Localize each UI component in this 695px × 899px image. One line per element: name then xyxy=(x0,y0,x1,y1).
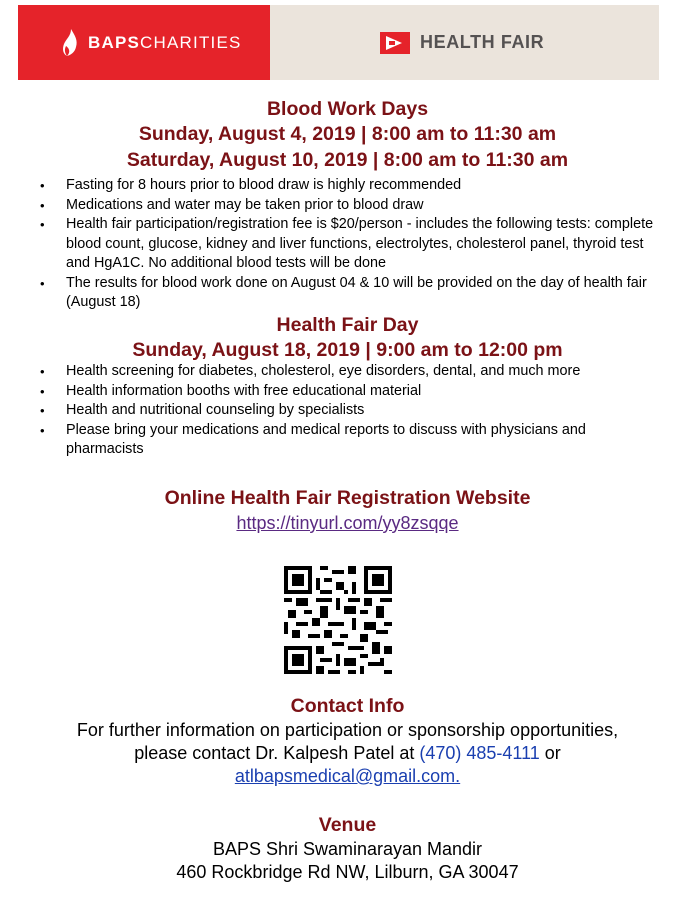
contact-title: Contact Info xyxy=(290,695,405,717)
list-item: • The results for blood work done on August 04 & 10 will be provided on the day of health fair (August 18) xyxy=(40,274,660,313)
qr-code-icon[interactable] xyxy=(284,566,392,674)
venue-title: Venue xyxy=(318,814,377,836)
contact-line-2 xyxy=(0,743,695,764)
baps-charities-logo xyxy=(18,5,270,80)
list-item: • Health information booths with free educational material xyxy=(40,382,660,402)
email-link[interactable]: atlbapsmedical@gmail.com. xyxy=(234,766,461,786)
brand-charities: CHARITIES xyxy=(140,32,242,52)
phone-number[interactable]: (470) 485-4111 xyxy=(419,743,540,763)
blood-work-date-2: Saturday, August 10, 2019 | 8:00 am to 11:30 am xyxy=(126,149,569,171)
blood-work-date-1: Sunday, August 4, 2019 | 8:00 am to 11:30 am xyxy=(138,123,557,145)
list-item: • Health screening for diabetes, cholesterol, eye disorders, dental, and much more xyxy=(40,362,660,382)
blood-work-list xyxy=(40,176,660,313)
list-item: • Medications and water may be taken prior to blood draw xyxy=(40,196,660,216)
list-item: • Please bring your medications and medical reports to discuss with physicians and pharmacists xyxy=(40,421,660,460)
health-fair-day-title: Health Fair Day xyxy=(276,314,419,336)
contact-suffix: or xyxy=(539,743,561,763)
header-banner xyxy=(18,5,659,80)
flag-icon xyxy=(380,32,410,54)
venue-name: BAPS Shri Swaminarayan Mandir xyxy=(212,839,483,859)
contact-prefix: please contact Dr. Kalpesh Patel at xyxy=(134,743,420,763)
health-fair-title: HEALTH FAIR xyxy=(420,32,545,52)
registration-title: Online Health Fair Registration Website xyxy=(164,487,531,509)
health-fair-list xyxy=(40,362,660,460)
list-item: • Health and nutritional counseling by specialists xyxy=(40,401,660,421)
health-fair-date: Sunday, August 18, 2019 | 9:00 am to 12:00 pm xyxy=(132,339,563,361)
blood-work-title: Blood Work Days xyxy=(266,98,429,120)
registration-link[interactable]: https://tinyurl.com/yy8zsqqe xyxy=(236,513,459,533)
list-item: • Fasting for 8 hours prior to blood draw is highly recommended xyxy=(40,176,660,196)
venue-address: 460 Rockbridge Rd NW, Lilburn, GA 30047 xyxy=(176,862,519,882)
health-fair-logo xyxy=(270,5,659,80)
flame-icon xyxy=(62,28,80,58)
brand-baps: BAPS xyxy=(88,32,141,52)
list-item: • Health fair participation/registration fee is $20/person - includes the following tests: complete blood count, glucose, kidney and liver functions, electrolytes, cholesterol panel, thyroid test and HgA1C. No additional blood tests will be done xyxy=(40,215,660,274)
contact-line-1: For further information on participation or sponsorship opportunities, xyxy=(76,720,619,740)
